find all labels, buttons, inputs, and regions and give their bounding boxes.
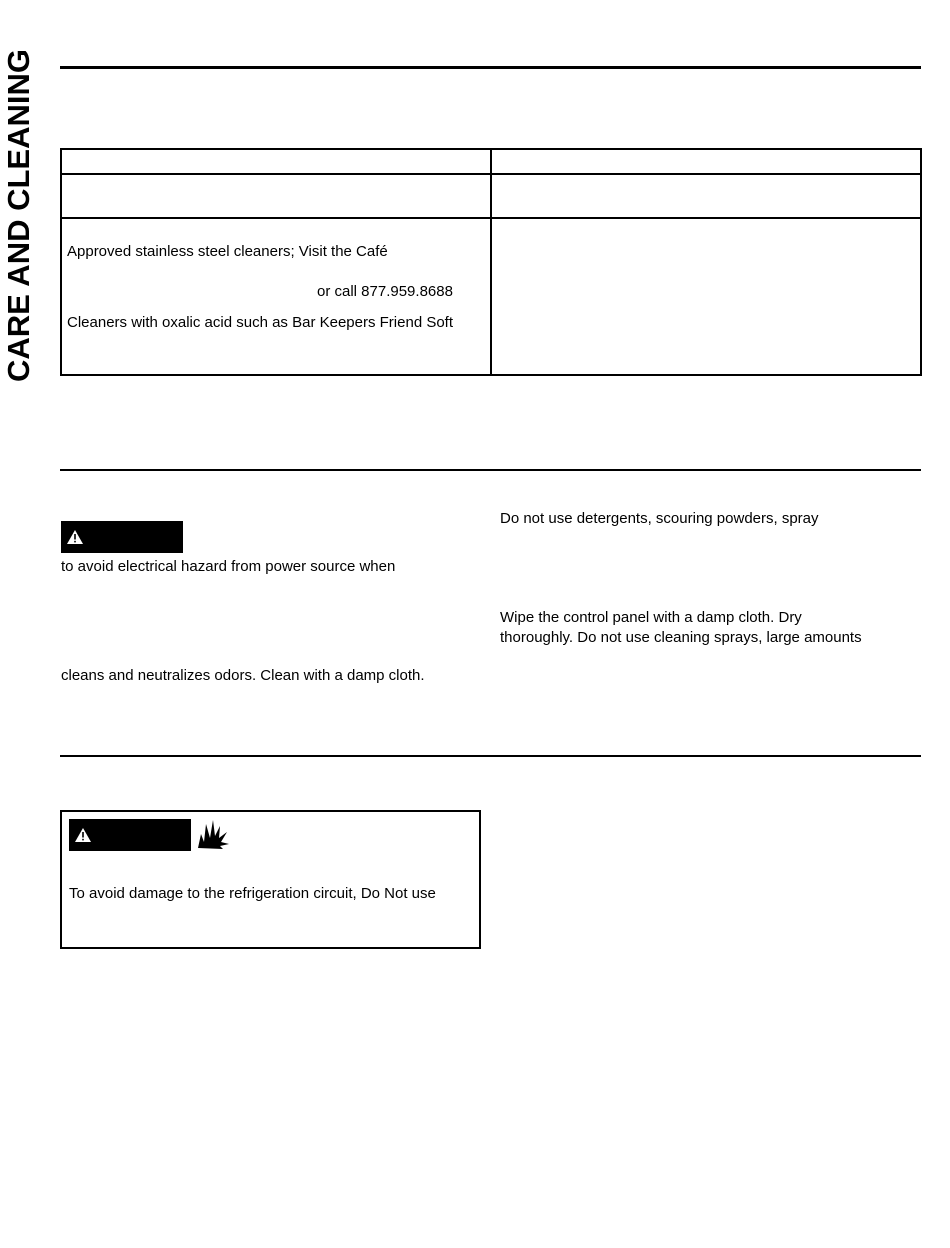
section-rule [60,469,921,471]
table-cell: or call 877.959.8688 [317,283,453,300]
warning-text: to avoid electrical hazard from power source when [61,558,396,575]
table-cell: Approved stainless steel cleaners; Visit the Café [67,243,388,260]
section-rule [60,755,921,757]
table-column-divider [490,148,492,376]
detergent-text: Do not use detergents, scouring powders, spray [500,510,819,527]
caution-text: To avoid damage to the refrigeration circuit, Do Not use [69,885,436,902]
odor-text: cleans and neutralizes odors. Clean with a damp cloth. [61,667,425,684]
warning-label [61,521,183,553]
control-panel-text: Wipe the control panel with a damp cloth. Dry [500,609,802,626]
warning-triangle-icon [67,530,83,544]
table-cell: Cleaners with oxalic acid such as Bar Keepers Friend Soft [67,314,454,331]
control-panel-text: thoroughly. Do not use cleaning sprays, large amounts [500,629,862,646]
warning-triangle-icon [75,828,91,842]
explosion-icon [196,818,230,850]
warning-label [69,819,191,851]
side-title: CARE AND CLEANING [1,49,36,382]
table-row-divider [60,217,922,219]
table-header-divider [60,173,922,175]
top-rule [60,66,921,69]
